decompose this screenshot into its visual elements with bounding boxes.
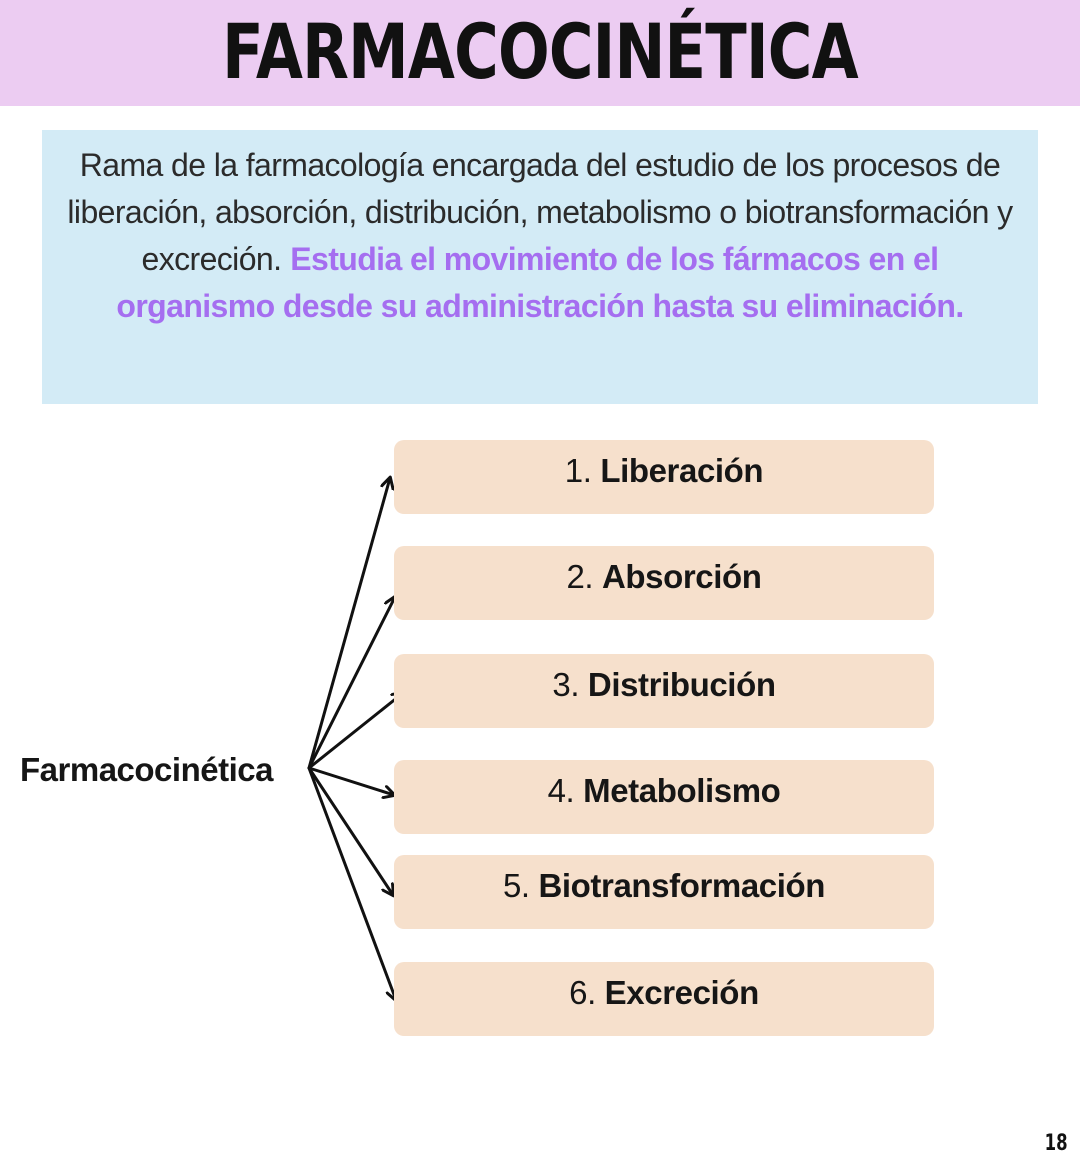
definition-text: Rama de la farmacología encargada del estudio de los procesos de liberación, absorción, distribución, metabolismo o biotransformación y excreción. xyxy=(67,147,1013,277)
step-number: 5. xyxy=(502,867,530,904)
step-box-excrecion xyxy=(394,962,934,1036)
step-number: 1. xyxy=(564,452,592,489)
step-number: 3. xyxy=(552,666,580,703)
step-number: 4. xyxy=(547,772,575,809)
step-box-metabolismo xyxy=(394,760,934,834)
arrow-to-step-4 xyxy=(309,768,394,795)
diagram-root-label: Farmacocinética xyxy=(20,751,273,788)
step-name: Liberación xyxy=(600,452,764,489)
step-box-absorcion xyxy=(394,546,934,620)
arrow-to-step-6 xyxy=(309,768,396,1000)
step-box-distribucion xyxy=(394,654,934,728)
definition-highlight: Estudia el movimiento de los fármacos en el organismo desde su administración hasta su eliminación. xyxy=(116,241,964,324)
step-box-liberacion xyxy=(394,440,934,514)
step-box-biotransformacion xyxy=(394,855,934,929)
arrow-to-step-3 xyxy=(309,693,403,768)
step-number: 6. xyxy=(569,974,596,1011)
step-name: Biotransformación xyxy=(538,867,826,904)
step-name: Distribución xyxy=(587,666,776,703)
page-title: FARMACOCINÉTICA xyxy=(222,7,858,96)
step-name: Metabolismo xyxy=(583,772,781,809)
step-number: 2. xyxy=(566,558,594,595)
step-name: Excreción xyxy=(604,974,759,1011)
page-number: 18 xyxy=(1045,1131,1068,1156)
arrow-to-step-2 xyxy=(309,597,395,768)
step-name: Absorción xyxy=(601,558,762,595)
arrow-to-step-1 xyxy=(309,478,390,768)
